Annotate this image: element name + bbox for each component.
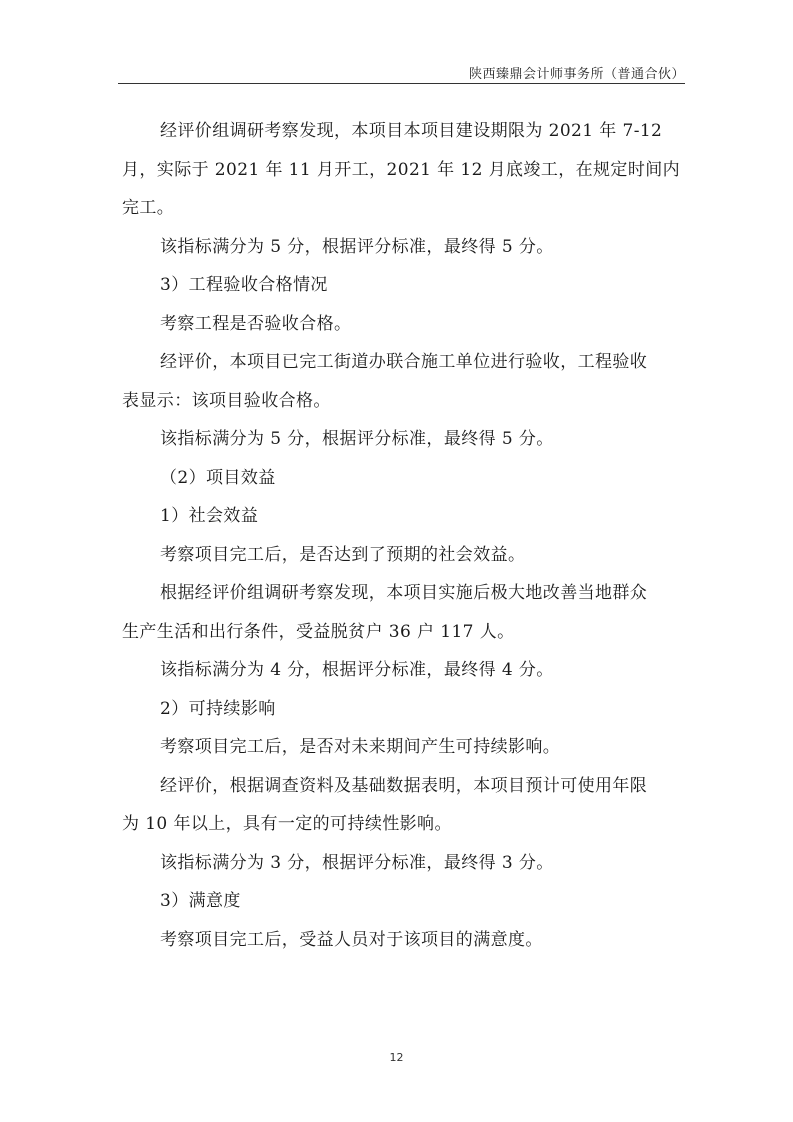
- section-heading: 1）社会效益: [160, 506, 259, 526]
- document-body: [122, 112, 682, 959]
- header-divider: [118, 83, 685, 84]
- paragraph-line: 为 10 年以上，具有一定的可持续性影响。: [122, 814, 452, 834]
- paragraph-line: 月，实际于 2021 年 11 月开工，2021 年 12 月底竣工，在规定时间内: [122, 159, 681, 180]
- score-line: 该指标满分为 4 分，根据评分标准，最终得 4 分。: [160, 660, 554, 680]
- paragraph-line: 经评价，本项目已完工街道办联合施工单位进行验收，工程验收: [160, 352, 648, 372]
- paragraph-line: 经评价，根据调查资料及基础数据表明，本项目预计可使用年限: [160, 775, 648, 796]
- section-heading: 3）工程验收合格情况: [160, 275, 328, 295]
- paragraph-line: 考察项目完工后，是否达到了预期的社会效益。: [160, 544, 526, 565]
- score-line: 该指标满分为 5 分，根据评分标准，最终得 5 分。: [160, 429, 554, 449]
- header-firm-name: 陕西臻鼎会计师事务所（普通合伙）: [468, 67, 685, 82]
- paragraph-line: 考察项目完工后，受益人员对于该项目的满意度。: [160, 929, 543, 950]
- paragraph-line: 经评价组调研考察发现，本项目本项目建设期限为 2021 年 7-12: [160, 121, 663, 141]
- section-heading: 3）满意度: [160, 891, 241, 911]
- score-line: 该指标满分为 3 分，根据评分标准，最终得 3 分。: [160, 852, 554, 873]
- paragraph-line: 生产生活和出行条件，受益脱贫户 36 户 117 人。: [122, 621, 515, 642]
- paragraph-line: 完工。: [122, 198, 175, 218]
- section-heading: 2）可持续影响: [160, 698, 276, 719]
- paragraph-line: 考察工程是否验收合格。: [160, 313, 352, 334]
- paragraph-line: 根据经评价组调研考察发现，本项目实施后极大地改善当地群众: [160, 583, 648, 603]
- section-heading: （2）项目效益: [160, 467, 276, 488]
- page-number: 12: [389, 1051, 404, 1064]
- paragraph-line: 考察项目完工后，是否对未来期间产生可持续影响。: [160, 737, 561, 757]
- paragraph-line: 表显示：该项目验收合格。: [122, 390, 331, 411]
- score-line: 该指标满分为 5 分，根据评分标准，最终得 5 分。: [160, 236, 554, 257]
